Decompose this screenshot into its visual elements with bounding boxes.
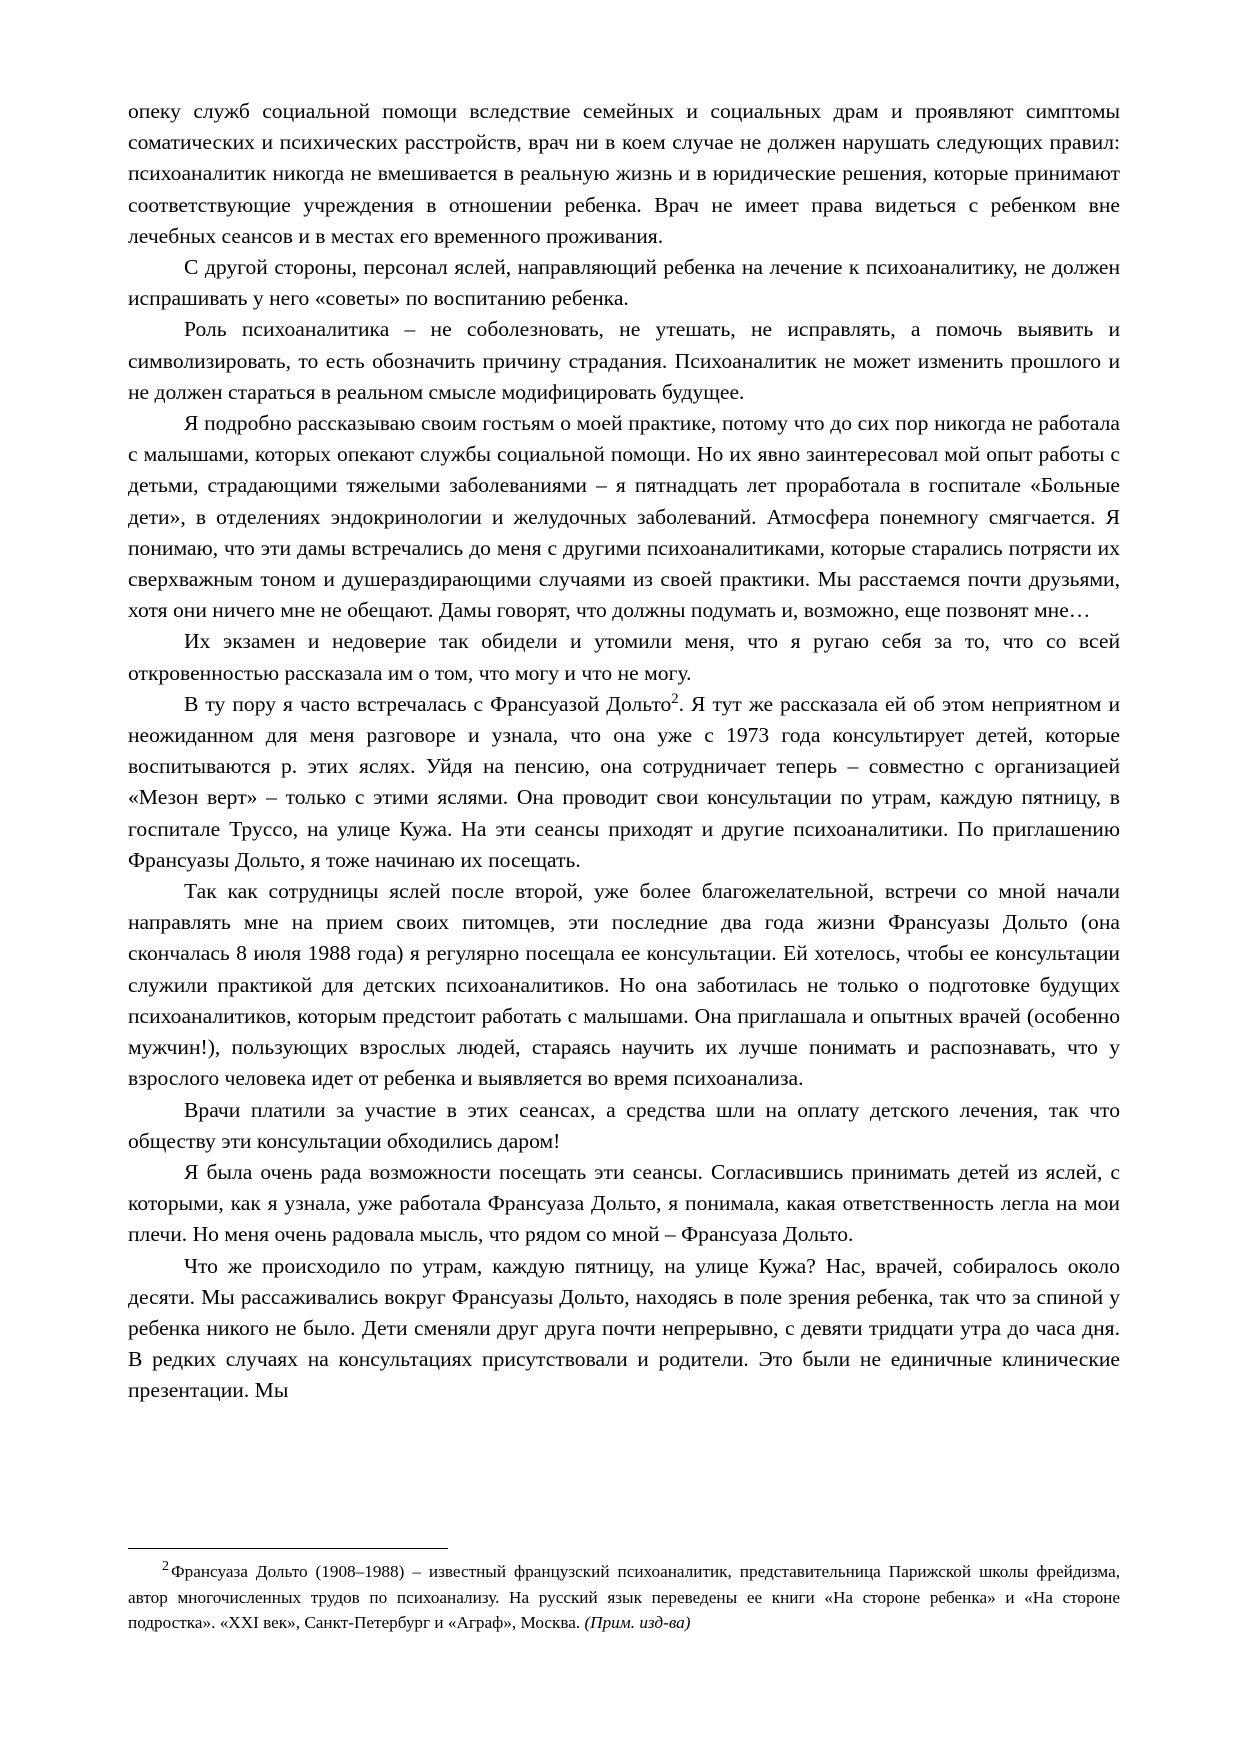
paragraph-dolto-meeting-text-before: В ту пору я часто встречалась с Франсуазой Дольто <box>184 691 672 716</box>
paragraph-doctors-paid: Врачи платили за участие в этих сеансах, а средства шли на оплату детского лечения, так что обществу эти консультации обходились даром! <box>128 1097 1120 1153</box>
page-body-text <box>128 96 1120 1407</box>
paragraph-role-of-psychoanalyst: Роль психоаналитика – не соболезновать, не утешать, не исправлять, а помочь выявить и символизировать, то есть обозначить причину страдания. Психоаналитик не может изменить прошлого и не должен стараться в реальном смысле модифицировать будущее. <box>128 317 1120 404</box>
footnote-area <box>128 1548 1120 1636</box>
footnote-editor-note: (Прим. изд-ва) <box>584 1613 691 1633</box>
footnote-reference-marker[interactable]: 2 <box>671 690 679 707</box>
footnote-separator-rule <box>128 1548 448 1549</box>
paragraph-friday-mornings: Что же происходило по утрам, каждую пятницу, на улице Кужа? Нас, врачей, собиралось около десяти. Мы рассаживались вокруг Франсуазы Дольто, находясь в поле зрения ребенка, так что за спиной у ребенка никого не было. Дети сменяли друг друга почти непрерывно, с девяти тридцати утра до часа дня. В редких случаях на консультациях присутствовали и родители. Это были не единичные клинические презентации. Мы <box>128 1253 1120 1403</box>
footnote-entry <box>128 1559 1120 1636</box>
paragraph-dolto-meeting-text-after: . Я тут же рассказала ей об этом неприятном и неожиданном для меня разговоре и узнала, что она уже с 1973 года консультирует детей, которые воспитываются р. этих яслях. Уйдя на пенсию, она сотрудничает теперь – совместно с организацией «Мезон верт» – только с этими яслями. Она проводит свои консультации по утрам, каждую пятницу, в госпитале Труссо, на улице Кужа. На эти сеансы приходят и другие психоаналитики. По приглашению Франсуазы Дольто, я тоже начинаю их посещать. <box>128 691 1120 872</box>
paragraph-dolto-meeting <box>128 689 1120 876</box>
paragraph-my-practice: Я подробно рассказываю своим гостьям о моей практике, потому что до сих пор никогда не работала с малышами, которых опекают службы социальной помощи. Но их явно заинтересовал мой опыт работы с детьми, страдающими тяжелыми заболеваниями – я пятнадцать лет проработала в госпитале «Больные дети», в отделениях эндокринологии и желудочных заболеваний. Атмосфера понемногу смягчается. Я понимаю, что эти дамы встречались до меня с другими психоаналитиками, которые старались потрясти их сверхважным тоном и душераздирающими случаями из своей практики. Мы расстаемся почти друзьями, хотя они ничего мне не обещают. Дамы говорят, что должны подумать и, возможно, еще позвонят мне… <box>128 411 1120 623</box>
paragraph-consultations-attendance: Так как сотрудницы яслей после второй, уже более благожелательной, встречи со мной начали направлять мне на прием своих питомцев, эти последние два года жизни Франсуазы Дольто (она скончалась 8 июля 1988 года) я регулярно посещала ее консультации. Ей хотелось, чтобы ее консультации служили практикой для детских психоаналитиков. Но она заботилась не только о подготовке будущих психоаналитиков, которым предстоит работать с малышами. Она приглашала и опытных врачей (особенно мужчин!), пользующих взрослых людей, стараясь научить их лучше понимать и распознавать, что у взрослого человека идет от ребенка и выявляется во время психоанализа. <box>128 879 1120 1091</box>
paragraph-their-exam: Их экзамен и недоверие так обидели и утомили меня, что я ругаю себя за то, что со всей откровенностью рассказала им о том, что могу и что не могу. <box>128 629 1120 685</box>
paragraph-continuation: опеку служб социальной помощи вследствие семейных и социальных драм и проявляют симптомы соматических и психических расстройств, врач ни в коем случае не должен нарушать следующих правил: психоаналитик никогда не вмешивается в реальную жизнь и в юридические решения, которые принимают соответствующие учреждения в отношении ребенка. Врач не имеет права видеться с ребенком вне лечебных сеансов и в местах его временного проживания. <box>128 99 1120 248</box>
paragraph-nursery-staff: С другой стороны, персонал яслей, направляющий ребенка на лечение к психоаналитику, не должен испрашивать у него «советы» по воспитанию ребенка. <box>128 255 1120 311</box>
footnote-number: 2 <box>162 1558 170 1575</box>
paragraph-glad-to-attend: Я была очень рада возможности посещать эти сеансы. Согласившись принимать детей из яслей, с которыми, как я узнала, уже работала Франсуаза Дольто, я понимала, какая ответственность легла на мои плечи. Но меня очень радовала мысль, что рядом со мной – Франсуаза Дольто. <box>128 1159 1120 1247</box>
footnote-body-text: Франсуаза Дольто (1908–1988) – известный французский психоаналитик, представительница Парижской школы фрейдизма, автор многочисленных трудов по психоанализу. На русский язык переведены ее книги «На стороне ребенка» и «На стороне подростка». «XXI век», Санкт-Петербург и «Аграф», Москва. <box>128 1562 1120 1633</box>
